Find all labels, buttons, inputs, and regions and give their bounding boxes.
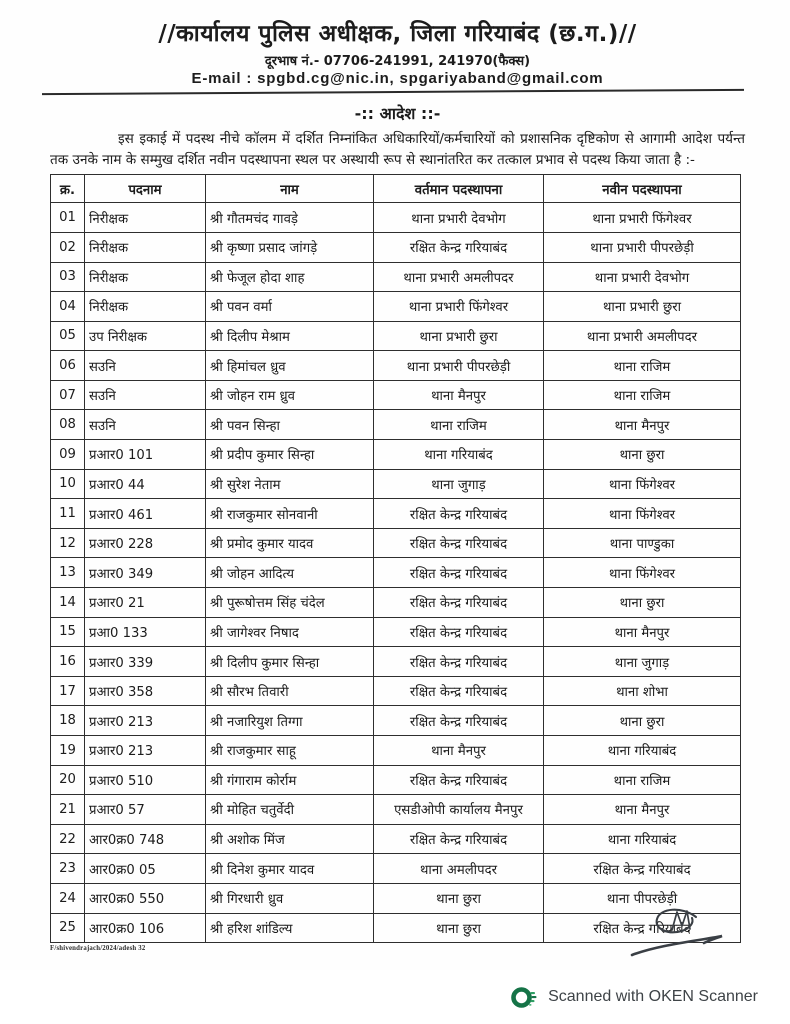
table-cell: थाना राजिम: [374, 410, 544, 440]
table-row: [51, 203, 741, 233]
table-cell: थाना गरियाबंद: [544, 736, 741, 766]
table-cell: थाना प्रभारी देवभोग: [374, 203, 544, 233]
letterhead: [50, 16, 745, 93]
table-cell: थाना गरियाबंद: [544, 824, 741, 854]
col-header-designation: पदनाम: [85, 175, 206, 203]
table-cell: सउनि: [85, 410, 206, 440]
table-cell: श्री जागेश्वर निषाद: [206, 617, 374, 647]
table-row: [51, 380, 741, 410]
signature-mark: [624, 903, 734, 965]
table-cell: श्री प्रमोद कुमार यादव: [206, 528, 374, 558]
table-row: [51, 499, 741, 529]
table-cell: 04: [51, 292, 85, 322]
table-cell: थाना मैनपुर: [374, 380, 544, 410]
table-row: [51, 824, 741, 854]
table-cell: श्री अशोक मिंज: [206, 824, 374, 854]
table-cell: 19: [51, 736, 85, 766]
oken-scanner-icon: [510, 984, 537, 1011]
table-cell: थाना फिंगेश्वर: [544, 558, 741, 588]
table-cell: उप निरीक्षक: [85, 321, 206, 351]
table-cell: थाना फिंगेश्वर: [544, 469, 741, 499]
table-cell: रक्षित केन्द्र गरियाबंद: [544, 854, 741, 884]
table-cell: 14: [51, 588, 85, 618]
table-cell: 17: [51, 676, 85, 706]
table-cell: थाना मैनपुर: [374, 736, 544, 766]
table-cell: श्री हिमांचल ध्रुव: [206, 351, 374, 381]
table-cell: श्री मोहित चतुर्वेदी: [206, 795, 374, 825]
order-heading: -:: आदेश ::-: [354, 104, 441, 123]
table-row: [51, 795, 741, 825]
table-cell: श्री दिलीप कुमार सिन्हा: [206, 647, 374, 677]
table-cell: 15: [51, 617, 85, 647]
table-cell: श्री गौतमचंद गावड़े: [206, 203, 374, 233]
file-reference-footnote: F/shivendrajach/2024/adesh 32: [50, 945, 146, 953]
table-header: [51, 175, 741, 203]
phone-line: दूरभाष नं.- 07706-241991, 241970(फैक्स): [264, 54, 531, 69]
table-cell: 25: [51, 913, 85, 943]
table-cell: थाना प्रभारी छुरा: [374, 321, 544, 351]
table-cell: रक्षित केन्द्र गरियाबंद: [544, 913, 741, 943]
table-cell: प्रआर0 57: [85, 795, 206, 825]
table-cell: रक्षित केन्द्र गरियाबंद: [374, 706, 544, 736]
table-cell: 08: [51, 410, 85, 440]
table-cell: 24: [51, 883, 85, 913]
table-row: [51, 588, 741, 618]
table-cell: थाना शोभा: [544, 676, 741, 706]
table-cell: रक्षित केन्द्र गरियाबंद: [374, 765, 544, 795]
order-table-body: [51, 203, 741, 943]
scanner-label: Scanned with OKEN Scanner: [548, 988, 758, 1005]
table-cell: रक्षित केन्द्र गरियाबंद: [374, 647, 544, 677]
table-cell: प्रआर0 339: [85, 647, 206, 677]
table-cell: थाना जुगाड़: [374, 469, 544, 499]
table-cell: आर0क्र0 748: [85, 824, 206, 854]
table-cell: थाना मैनपुर: [544, 617, 741, 647]
table-cell: श्री जोहन राम ध्रुव: [206, 380, 374, 410]
table-cell: प्रआ0 133: [85, 617, 206, 647]
table-cell: थाना अमलीपदर: [374, 854, 544, 884]
table-cell: श्री राजकुमार सोनवानी: [206, 499, 374, 529]
table-cell: श्री दिलीप मेश्राम: [206, 321, 374, 351]
table-cell: 18: [51, 706, 85, 736]
table-row: [51, 558, 741, 588]
table-row: [51, 765, 741, 795]
table-cell: थाना पीपरछेड़ी: [544, 883, 741, 913]
table-row: [51, 528, 741, 558]
table-cell: श्री पवन वर्मा: [206, 292, 374, 322]
table-row: [51, 469, 741, 499]
table-cell: रक्षित केन्द्र गरियाबंद: [374, 824, 544, 854]
table-cell: श्री सुरेश नेताम: [206, 469, 374, 499]
table-cell: आर0क्र0 106: [85, 913, 206, 943]
table-row: [51, 647, 741, 677]
table-cell: 05: [51, 321, 85, 351]
table-cell: थाना प्रभारी पीपरछेड़ी: [374, 351, 544, 381]
table-row: [51, 706, 741, 736]
table-cell: थाना राजिम: [544, 765, 741, 795]
table-cell: श्री गिरधारी ध्रुव: [206, 883, 374, 913]
table-cell: थाना राजिम: [544, 351, 741, 381]
table-row: [51, 440, 741, 470]
table-cell: 11: [51, 499, 85, 529]
table-cell: श्री दिनेश कुमार यादव: [206, 854, 374, 884]
col-header-serial: क्र.: [51, 175, 85, 203]
table-cell: थाना फिंगेश्वर: [544, 499, 741, 529]
table-cell: थाना प्रभारी अमलीपदर: [374, 262, 544, 292]
table-cell: श्री कृष्णा प्रसाद जांगड़े: [206, 232, 374, 262]
letterhead-divider: [42, 89, 744, 95]
table-cell: सउनि: [85, 380, 206, 410]
table-cell: रक्षित केन्द्र गरियाबंद: [374, 558, 544, 588]
table-row: [51, 736, 741, 766]
table-cell: थाना छुरा: [374, 883, 544, 913]
table-row: [51, 676, 741, 706]
table-cell: आर0क्र0 05: [85, 854, 206, 884]
table-cell: प्रआर0 213: [85, 706, 206, 736]
table-row: [51, 262, 741, 292]
table-cell: 21: [51, 795, 85, 825]
table-cell: प्रआर0 228: [85, 528, 206, 558]
table-cell: श्री जोहन आदित्य: [206, 558, 374, 588]
table-cell: श्री गंगाराम कोर्राम: [206, 765, 374, 795]
table-cell: प्रआर0 349: [85, 558, 206, 588]
table-cell: थाना राजिम: [544, 380, 741, 410]
table-cell: थाना मैनपुर: [544, 795, 741, 825]
table-row: [51, 292, 741, 322]
table-cell: 06: [51, 351, 85, 381]
table-cell: एसडीओपी कार्यालय मैनपुर: [374, 795, 544, 825]
table-cell: प्रआर0 358: [85, 676, 206, 706]
table-cell: श्री राजकुमार साहू: [206, 736, 374, 766]
table-row: [51, 351, 741, 381]
table-cell: श्री प्रदीप कुमार सिन्हा: [206, 440, 374, 470]
table-cell: प्रआर0 213: [85, 736, 206, 766]
table-cell: निरीक्षक: [85, 262, 206, 292]
table-cell: थाना छुरा: [544, 440, 741, 470]
table-cell: थाना छुरा: [544, 588, 741, 618]
order-body-paragraph: इस इकाई में पदस्थ नीचे कॉलम में दर्शित निम्नांकित अधिकारियों/कर्मचारियों को प्रशासनिक दृष्टिकोण से आगामी आदेश पर्यन्त तक उनके नाम के सम्मुख दर्शित नवीन पदस्थापना स्थल पर अस्थायी रूप से स्थानांतरित कर तत्काल प्रभाव से पदस्थ किया जाता है :-: [50, 131, 745, 168]
table-cell: 20: [51, 765, 85, 795]
table-cell: थाना पाण्डुका: [544, 528, 741, 558]
table-cell: प्रआर0 101: [85, 440, 206, 470]
table-cell: सउनि: [85, 351, 206, 381]
office-title: //कार्यालय पुलिस अधीक्षक, जिला गरियाबंद (छ.ग.)//: [158, 21, 637, 47]
table-header-row: [51, 175, 741, 203]
table-cell: 12: [51, 528, 85, 558]
col-header-name: नाम: [206, 175, 374, 203]
table-cell: थाना प्रभारी फिंगेश्वर: [544, 203, 741, 233]
table-cell: थाना प्रभारी पीपरछेड़ी: [544, 232, 741, 262]
table-cell: 07: [51, 380, 85, 410]
table-cell: रक्षित केन्द्र गरियाबंद: [374, 588, 544, 618]
table-row: [51, 410, 741, 440]
table-cell: आर0क्र0 550: [85, 883, 206, 913]
table-cell: थाना प्रभारी अमलीपदर: [544, 321, 741, 351]
table-cell: श्री नजारियुश तिग्गा: [206, 706, 374, 736]
table-cell: प्रआर0 461: [85, 499, 206, 529]
transfer-order-table: [50, 174, 741, 943]
table-cell: रक्षित केन्द्र गरियाबंद: [374, 528, 544, 558]
table-cell: 16: [51, 647, 85, 677]
table-cell: थाना छुरा: [544, 706, 741, 736]
table-cell: श्री फेजूल होदा शाह: [206, 262, 374, 292]
table-cell: रक्षित केन्द्र गरियाबंद: [374, 232, 544, 262]
table-row: [51, 232, 741, 262]
table-row: [51, 854, 741, 884]
table-cell: 03: [51, 262, 85, 292]
table-cell: निरीक्षक: [85, 292, 206, 322]
table-cell: श्री पवन सिन्हा: [206, 410, 374, 440]
table-row: [51, 617, 741, 647]
table-cell: श्री पुरूषोत्तम सिंह चंदेल: [206, 588, 374, 618]
table-cell: थाना मैनपुर: [544, 410, 741, 440]
table-cell: रक्षित केन्द्र गरियाबंद: [374, 617, 544, 647]
table-cell: थाना प्रभारी देवभोग: [544, 262, 741, 292]
table-cell: 13: [51, 558, 85, 588]
table-cell: 22: [51, 824, 85, 854]
table-cell: निरीक्षक: [85, 232, 206, 262]
table-cell: थाना जुगाड़: [544, 647, 741, 677]
table-cell: प्रआर0 21: [85, 588, 206, 618]
table-cell: रक्षित केन्द्र गरियाबंद: [374, 676, 544, 706]
table-cell: थाना प्रभारी फिंगेश्वर: [374, 292, 544, 322]
table-cell: 10: [51, 469, 85, 499]
table-cell: 23: [51, 854, 85, 884]
table-row: [51, 321, 741, 351]
table-cell: श्री सौरभ तिवारी: [206, 676, 374, 706]
scanner-footer: [0, 970, 790, 1024]
table-cell: थाना गरियाबंद: [374, 440, 544, 470]
table-cell: 01: [51, 203, 85, 233]
col-header-new-posting: नवीन पदस्थापना: [544, 175, 741, 203]
table-cell: निरीक्षक: [85, 203, 206, 233]
table-cell: प्रआर0 510: [85, 765, 206, 795]
table-cell: श्री हरिश शांडिल्य: [206, 913, 374, 943]
col-header-current-posting: वर्तमान पदस्थापना: [374, 175, 544, 203]
email-line: E-mail : spgbd.cg@nic.in, spgariyaband@gmail.com: [191, 70, 604, 87]
table-cell: थाना प्रभारी छुरा: [544, 292, 741, 322]
table-cell: थाना छुरा: [374, 913, 544, 943]
table-cell: प्रआर0 44: [85, 469, 206, 499]
table-cell: 02: [51, 232, 85, 262]
table-cell: 09: [51, 440, 85, 470]
table-cell: रक्षित केन्द्र गरियाबंद: [374, 499, 544, 529]
